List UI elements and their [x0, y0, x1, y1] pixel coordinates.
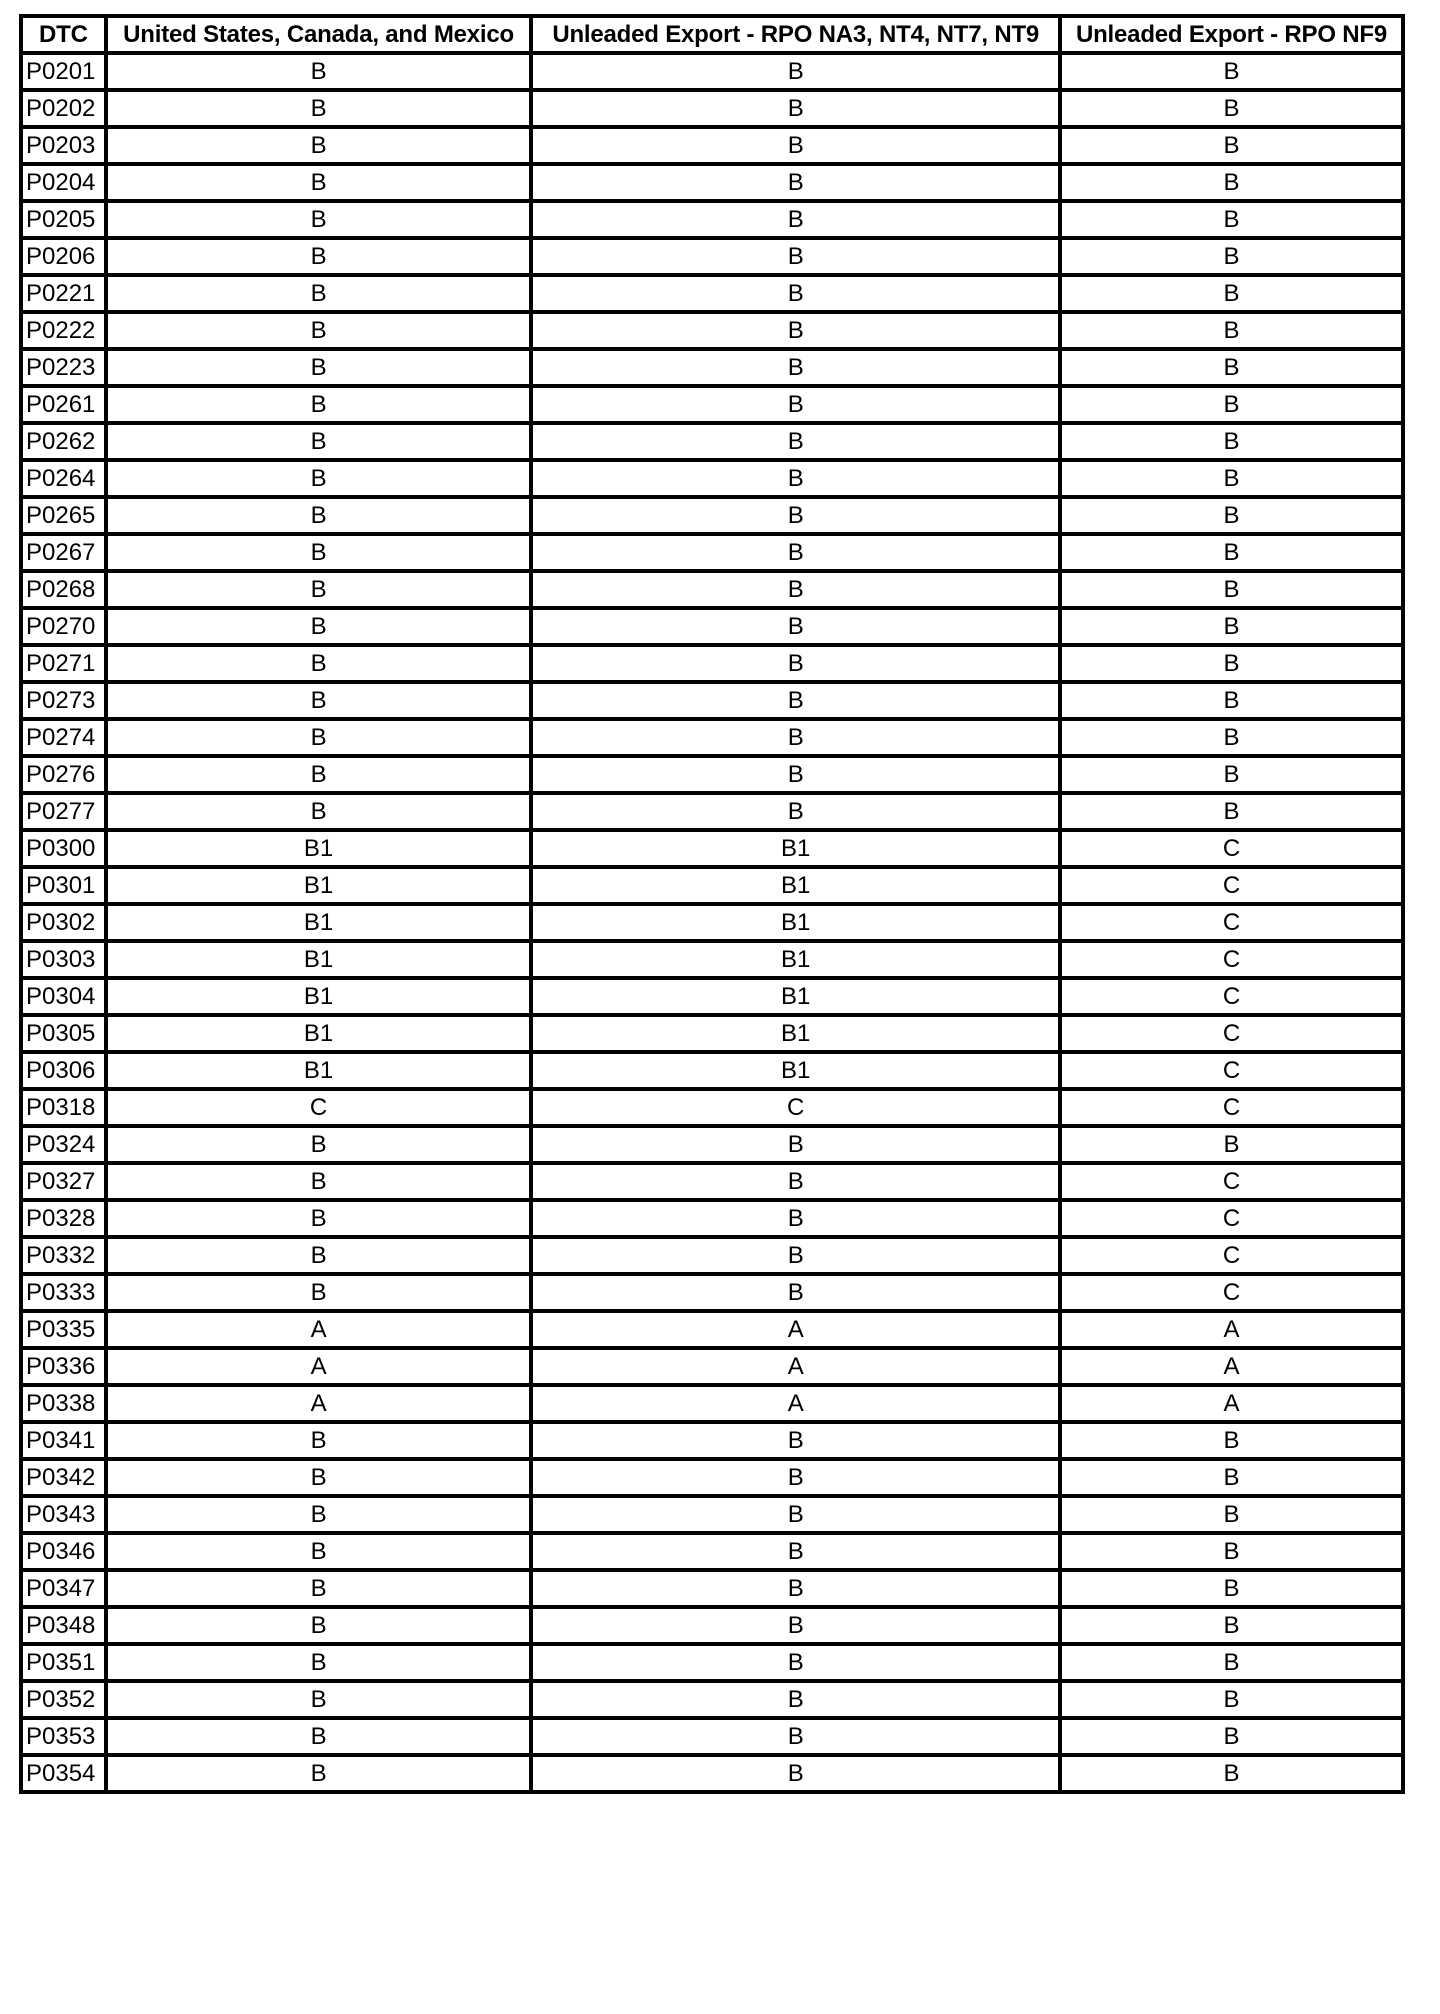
- us-canada-mexico-cell: A: [106, 1311, 532, 1348]
- unleaded-export-na3-cell: B: [531, 1570, 1060, 1607]
- unleaded-export-na3-cell: B: [531, 682, 1060, 719]
- table-row: [21, 460, 1403, 497]
- dtc-code-cell: P0302: [21, 904, 106, 941]
- unleaded-export-nf9-cell: B: [1060, 460, 1403, 497]
- unleaded-export-na3-cell: B1: [531, 1052, 1060, 1089]
- us-canada-mexico-cell: B: [106, 1718, 532, 1755]
- us-canada-mexico-cell: B: [106, 756, 532, 793]
- us-canada-mexico-cell: A: [106, 1385, 532, 1422]
- unleaded-export-na3-cell: B: [531, 1200, 1060, 1237]
- table-row: [21, 1459, 1403, 1496]
- unleaded-export-na3-cell: B: [531, 1681, 1060, 1718]
- dtc-code-cell: P0342: [21, 1459, 106, 1496]
- us-canada-mexico-cell: B: [106, 682, 532, 719]
- table-row: [21, 1015, 1403, 1052]
- dtc-code-cell: P0348: [21, 1607, 106, 1644]
- table-row: [21, 1718, 1403, 1755]
- unleaded-export-nf9-cell: C: [1060, 1237, 1403, 1274]
- unleaded-export-nf9-cell: B: [1060, 1496, 1403, 1533]
- unleaded-export-nf9-cell: B: [1060, 53, 1403, 90]
- unleaded-export-na3-cell: B: [531, 127, 1060, 164]
- unleaded-export-na3-cell: B: [531, 90, 1060, 127]
- unleaded-export-na3-cell: B: [531, 719, 1060, 756]
- unleaded-export-na3-cell: B: [531, 275, 1060, 312]
- us-canada-mexico-cell: B: [106, 1644, 532, 1681]
- table-row: [21, 719, 1403, 756]
- unleaded-export-na3-cell: B: [531, 608, 1060, 645]
- dtc-code-cell: P0205: [21, 201, 106, 238]
- us-canada-mexico-cell: B: [106, 1200, 532, 1237]
- unleaded-export-na3-cell: A: [531, 1348, 1060, 1385]
- dtc-code-cell: P0262: [21, 423, 106, 460]
- unleaded-export-na3-cell: B: [531, 497, 1060, 534]
- unleaded-export-na3-cell: B: [531, 534, 1060, 571]
- dtc-code-cell: P0352: [21, 1681, 106, 1718]
- table-row: [21, 682, 1403, 719]
- table-row: [21, 830, 1403, 867]
- table-row: [21, 1570, 1403, 1607]
- dtc-code-cell: P0327: [21, 1163, 106, 1200]
- unleaded-export-nf9-cell: B: [1060, 386, 1403, 423]
- unleaded-export-nf9-cell: B: [1060, 423, 1403, 460]
- unleaded-export-nf9-cell: B: [1060, 1607, 1403, 1644]
- dtc-code-cell: P0265: [21, 497, 106, 534]
- unleaded-export-na3-cell: B: [531, 793, 1060, 830]
- dtc-code-cell: P0276: [21, 756, 106, 793]
- unleaded-export-na3-cell: B: [531, 1459, 1060, 1496]
- us-canada-mexico-cell: B: [106, 571, 532, 608]
- us-canada-mexico-cell: B: [106, 1681, 532, 1718]
- us-canada-mexico-cell: B: [106, 1274, 532, 1311]
- table-body: [21, 53, 1403, 1792]
- unleaded-export-nf9-cell: A: [1060, 1348, 1403, 1385]
- table-row: [21, 349, 1403, 386]
- us-canada-mexico-cell: B: [106, 1126, 532, 1163]
- unleaded-export-nf9-cell: B: [1060, 793, 1403, 830]
- dtc-code-cell: P0268: [21, 571, 106, 608]
- dtc-code-cell: P0306: [21, 1052, 106, 1089]
- dtc-code-cell: P0324: [21, 1126, 106, 1163]
- us-canada-mexico-cell: B: [106, 793, 532, 830]
- table-row: [21, 867, 1403, 904]
- unleaded-export-nf9-cell: B: [1060, 719, 1403, 756]
- dtc-code-cell: P0204: [21, 164, 106, 201]
- dtc-code-cell: P0353: [21, 1718, 106, 1755]
- dtc-code-cell: P0347: [21, 1570, 106, 1607]
- unleaded-export-na3-cell: B: [531, 312, 1060, 349]
- dtc-code-cell: P0277: [21, 793, 106, 830]
- unleaded-export-na3-cell: B: [531, 1607, 1060, 1644]
- unleaded-export-nf9-cell: B: [1060, 608, 1403, 645]
- unleaded-export-nf9-cell: B: [1060, 164, 1403, 201]
- dtc-code-cell: P0223: [21, 349, 106, 386]
- dtc-code-cell: P0328: [21, 1200, 106, 1237]
- unleaded-export-na3-cell: B: [531, 201, 1060, 238]
- unleaded-export-na3-cell: C: [531, 1089, 1060, 1126]
- us-canada-mexico-cell: B: [106, 53, 532, 90]
- unleaded-export-na3-cell: B1: [531, 867, 1060, 904]
- unleaded-export-nf9-cell: C: [1060, 1015, 1403, 1052]
- table-row: [21, 201, 1403, 238]
- dtc-table: [19, 14, 1405, 1794]
- dtc-code-cell: P0354: [21, 1755, 106, 1792]
- header-unleaded-export-na3: Unleaded Export - RPO NA3, NT4, NT7, NT9: [531, 16, 1060, 53]
- unleaded-export-na3-cell: B1: [531, 941, 1060, 978]
- table-row: [21, 423, 1403, 460]
- unleaded-export-na3-cell: B: [531, 386, 1060, 423]
- table-row: [21, 793, 1403, 830]
- table-row: [21, 386, 1403, 423]
- dtc-code-cell: P0270: [21, 608, 106, 645]
- unleaded-export-nf9-cell: B: [1060, 1570, 1403, 1607]
- us-canada-mexico-cell: B: [106, 1422, 532, 1459]
- dtc-code-cell: P0271: [21, 645, 106, 682]
- us-canada-mexico-cell: B: [106, 460, 532, 497]
- us-canada-mexico-cell: B: [106, 1163, 532, 1200]
- table-row: [21, 1681, 1403, 1718]
- unleaded-export-na3-cell: B: [531, 1496, 1060, 1533]
- us-canada-mexico-cell: B: [106, 127, 532, 164]
- dtc-code-cell: P0273: [21, 682, 106, 719]
- unleaded-export-nf9-cell: C: [1060, 1274, 1403, 1311]
- table-row: [21, 1200, 1403, 1237]
- table-row: [21, 1311, 1403, 1348]
- table-row: [21, 312, 1403, 349]
- table-row: [21, 1089, 1403, 1126]
- us-canada-mexico-cell: B: [106, 1570, 532, 1607]
- dtc-code-cell: P0274: [21, 719, 106, 756]
- unleaded-export-nf9-cell: B: [1060, 275, 1403, 312]
- dtc-code-cell: P0203: [21, 127, 106, 164]
- unleaded-export-na3-cell: B: [531, 460, 1060, 497]
- unleaded-export-nf9-cell: B: [1060, 756, 1403, 793]
- unleaded-export-nf9-cell: C: [1060, 1089, 1403, 1126]
- unleaded-export-na3-cell: B1: [531, 1015, 1060, 1052]
- us-canada-mexico-cell: B1: [106, 830, 532, 867]
- us-canada-mexico-cell: B: [106, 349, 532, 386]
- dtc-code-cell: P0261: [21, 386, 106, 423]
- table-row: [21, 275, 1403, 312]
- table-row: [21, 1533, 1403, 1570]
- table-row: [21, 571, 1403, 608]
- us-canada-mexico-cell: B: [106, 534, 532, 571]
- us-canada-mexico-cell: B: [106, 1237, 532, 1274]
- dtc-code-cell: P0202: [21, 90, 106, 127]
- us-canada-mexico-cell: B: [106, 608, 532, 645]
- unleaded-export-nf9-cell: B: [1060, 571, 1403, 608]
- unleaded-export-na3-cell: B: [531, 1755, 1060, 1792]
- us-canada-mexico-cell: B: [106, 164, 532, 201]
- unleaded-export-na3-cell: A: [531, 1385, 1060, 1422]
- unleaded-export-na3-cell: B1: [531, 978, 1060, 1015]
- header-dtc: DTC: [21, 16, 106, 53]
- table-row: [21, 90, 1403, 127]
- unleaded-export-na3-cell: B: [531, 1163, 1060, 1200]
- unleaded-export-nf9-cell: B: [1060, 497, 1403, 534]
- dtc-code-cell: P0301: [21, 867, 106, 904]
- table-row: [21, 756, 1403, 793]
- unleaded-export-nf9-cell: C: [1060, 830, 1403, 867]
- table-row: [21, 1348, 1403, 1385]
- us-canada-mexico-cell: B: [106, 238, 532, 275]
- dtc-code-cell: P0206: [21, 238, 106, 275]
- unleaded-export-na3-cell: B: [531, 1533, 1060, 1570]
- table-row: [21, 608, 1403, 645]
- us-canada-mexico-cell: B1: [106, 1015, 532, 1052]
- table-row: [21, 1237, 1403, 1274]
- table-row: [21, 497, 1403, 534]
- unleaded-export-na3-cell: B: [531, 1718, 1060, 1755]
- us-canada-mexico-cell: B: [106, 497, 532, 534]
- unleaded-export-nf9-cell: C: [1060, 1200, 1403, 1237]
- unleaded-export-nf9-cell: B: [1060, 1718, 1403, 1755]
- unleaded-export-na3-cell: B1: [531, 904, 1060, 941]
- us-canada-mexico-cell: B: [106, 386, 532, 423]
- unleaded-export-nf9-cell: A: [1060, 1385, 1403, 1422]
- table-row: [21, 127, 1403, 164]
- dtc-code-cell: P0333: [21, 1274, 106, 1311]
- unleaded-export-na3-cell: B: [531, 238, 1060, 275]
- unleaded-export-na3-cell: B: [531, 1422, 1060, 1459]
- us-canada-mexico-cell: B1: [106, 978, 532, 1015]
- dtc-code-cell: P0338: [21, 1385, 106, 1422]
- us-canada-mexico-cell: B: [106, 719, 532, 756]
- unleaded-export-nf9-cell: B: [1060, 312, 1403, 349]
- table-row: [21, 1496, 1403, 1533]
- unleaded-export-na3-cell: B: [531, 756, 1060, 793]
- dtc-code-cell: P0351: [21, 1644, 106, 1681]
- us-canada-mexico-cell: B1: [106, 904, 532, 941]
- dtc-code-cell: P0336: [21, 1348, 106, 1385]
- unleaded-export-nf9-cell: B: [1060, 645, 1403, 682]
- dtc-code-cell: P0318: [21, 1089, 106, 1126]
- dtc-code-cell: P0343: [21, 1496, 106, 1533]
- table-row: [21, 645, 1403, 682]
- us-canada-mexico-cell: B: [106, 1459, 532, 1496]
- unleaded-export-nf9-cell: C: [1060, 1163, 1403, 1200]
- table-row: [21, 978, 1403, 1015]
- table-row: [21, 238, 1403, 275]
- table-row: [21, 1644, 1403, 1681]
- table-row: [21, 53, 1403, 90]
- dtc-code-cell: P0303: [21, 941, 106, 978]
- header-us-canada-mexico: United States, Canada, and Mexico: [106, 16, 532, 53]
- table-row: [21, 904, 1403, 941]
- unleaded-export-nf9-cell: B: [1060, 1422, 1403, 1459]
- table-row: [21, 1422, 1403, 1459]
- unleaded-export-nf9-cell: B: [1060, 1681, 1403, 1718]
- table-row: [21, 1126, 1403, 1163]
- us-canada-mexico-cell: B: [106, 1496, 532, 1533]
- us-canada-mexico-cell: B: [106, 645, 532, 682]
- unleaded-export-nf9-cell: B: [1060, 201, 1403, 238]
- dtc-code-cell: P0201: [21, 53, 106, 90]
- unleaded-export-na3-cell: B: [531, 1274, 1060, 1311]
- dtc-code-cell: P0267: [21, 534, 106, 571]
- unleaded-export-nf9-cell: B: [1060, 1126, 1403, 1163]
- us-canada-mexico-cell: A: [106, 1348, 532, 1385]
- dtc-code-cell: P0304: [21, 978, 106, 1015]
- unleaded-export-nf9-cell: B: [1060, 238, 1403, 275]
- header-row: [21, 16, 1403, 53]
- us-canada-mexico-cell: B1: [106, 1052, 532, 1089]
- unleaded-export-nf9-cell: B: [1060, 1533, 1403, 1570]
- us-canada-mexico-cell: B: [106, 201, 532, 238]
- us-canada-mexico-cell: B: [106, 275, 532, 312]
- unleaded-export-nf9-cell: C: [1060, 867, 1403, 904]
- table-row: [21, 1052, 1403, 1089]
- us-canada-mexico-cell: B1: [106, 941, 532, 978]
- unleaded-export-na3-cell: B: [531, 349, 1060, 386]
- dtc-code-cell: P0332: [21, 1237, 106, 1274]
- unleaded-export-nf9-cell: B: [1060, 1459, 1403, 1496]
- unleaded-export-na3-cell: B: [531, 1644, 1060, 1681]
- dtc-code-cell: P0346: [21, 1533, 106, 1570]
- unleaded-export-nf9-cell: B: [1060, 1644, 1403, 1681]
- us-canada-mexico-cell: B: [106, 1755, 532, 1792]
- dtc-code-cell: P0222: [21, 312, 106, 349]
- table-row: [21, 1163, 1403, 1200]
- dtc-code-cell: P0221: [21, 275, 106, 312]
- table-row: [21, 941, 1403, 978]
- unleaded-export-na3-cell: B: [531, 645, 1060, 682]
- unleaded-export-na3-cell: B: [531, 164, 1060, 201]
- unleaded-export-na3-cell: B: [531, 53, 1060, 90]
- unleaded-export-nf9-cell: B: [1060, 90, 1403, 127]
- unleaded-export-nf9-cell: C: [1060, 1052, 1403, 1089]
- table-row: [21, 1607, 1403, 1644]
- unleaded-export-nf9-cell: A: [1060, 1311, 1403, 1348]
- table-row: [21, 1385, 1403, 1422]
- dtc-code-cell: P0341: [21, 1422, 106, 1459]
- dtc-code-cell: P0305: [21, 1015, 106, 1052]
- dtc-code-cell: P0335: [21, 1311, 106, 1348]
- us-canada-mexico-cell: B: [106, 423, 532, 460]
- unleaded-export-nf9-cell: C: [1060, 941, 1403, 978]
- unleaded-export-na3-cell: A: [531, 1311, 1060, 1348]
- unleaded-export-nf9-cell: B: [1060, 349, 1403, 386]
- unleaded-export-na3-cell: B: [531, 1237, 1060, 1274]
- us-canada-mexico-cell: C: [106, 1089, 532, 1126]
- table-row: [21, 1755, 1403, 1792]
- unleaded-export-nf9-cell: C: [1060, 978, 1403, 1015]
- us-canada-mexico-cell: B: [106, 312, 532, 349]
- us-canada-mexico-cell: B: [106, 90, 532, 127]
- table-row: [21, 164, 1403, 201]
- table-header: [21, 16, 1403, 53]
- unleaded-export-nf9-cell: B: [1060, 1755, 1403, 1792]
- unleaded-export-nf9-cell: B: [1060, 534, 1403, 571]
- unleaded-export-na3-cell: B: [531, 1126, 1060, 1163]
- table-row: [21, 534, 1403, 571]
- table-row: [21, 1274, 1403, 1311]
- unleaded-export-nf9-cell: B: [1060, 127, 1403, 164]
- unleaded-export-na3-cell: B: [531, 423, 1060, 460]
- us-canada-mexico-cell: B1: [106, 867, 532, 904]
- unleaded-export-nf9-cell: C: [1060, 904, 1403, 941]
- dtc-code-cell: P0264: [21, 460, 106, 497]
- unleaded-export-nf9-cell: B: [1060, 682, 1403, 719]
- unleaded-export-na3-cell: B1: [531, 830, 1060, 867]
- dtc-code-cell: P0300: [21, 830, 106, 867]
- header-unleaded-export-nf9: Unleaded Export - RPO NF9: [1060, 16, 1403, 53]
- us-canada-mexico-cell: B: [106, 1533, 532, 1570]
- unleaded-export-na3-cell: B: [531, 571, 1060, 608]
- us-canada-mexico-cell: B: [106, 1607, 532, 1644]
